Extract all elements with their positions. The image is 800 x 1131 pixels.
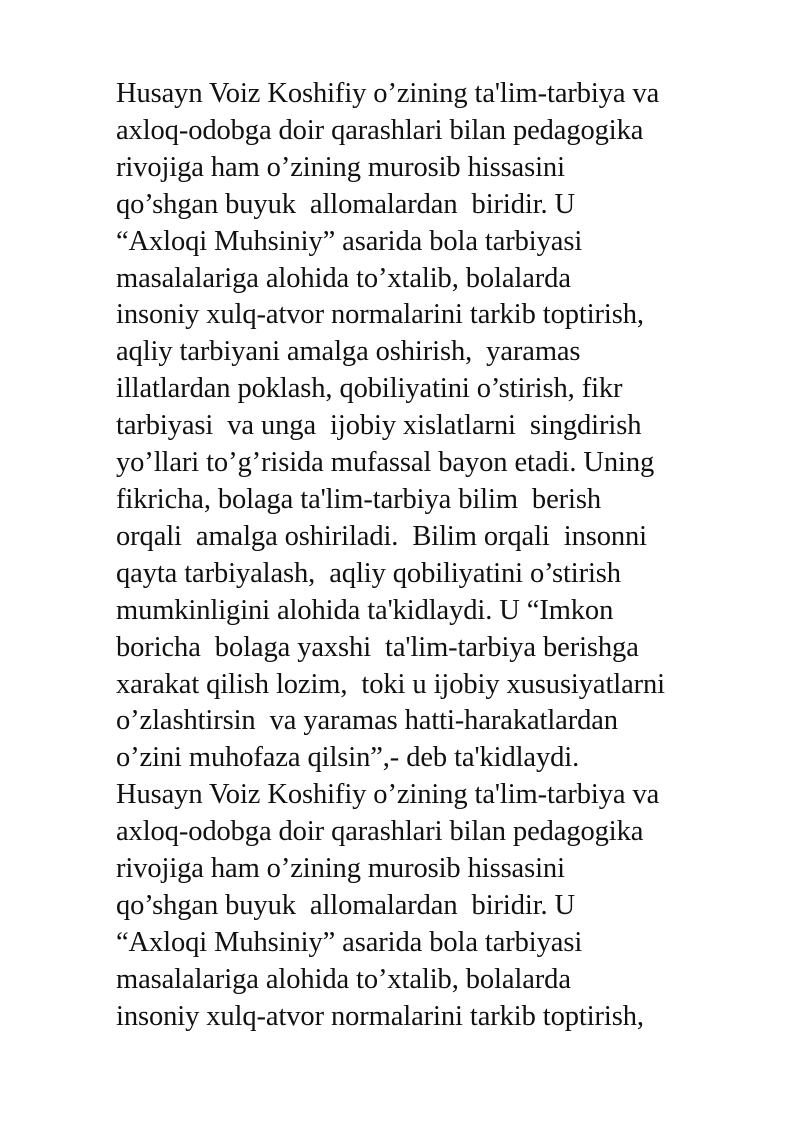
text-line: Husayn Voiz Koshifiy o’zining ta'lim-tarbiya va <box>116 78 660 109</box>
text-line: o’zlashtirsin va yaramas hatti-harakatlardan <box>116 705 618 737</box>
text-line: orqali amalga oshiriladi. Bilim orqali insonni <box>116 520 647 552</box>
text-line: rivojiga ham o’zining murosib hissasini <box>116 853 565 885</box>
text-line: boricha bolaga yaxshi ta'lim-tarbiya berishga <box>116 631 639 663</box>
text-line: “Axloqi Muhsiniy” asarida bola tarbiyasi <box>116 926 583 958</box>
text-line: qayta tarbiyalash, aqliy qobiliyatini o’stirish <box>116 557 621 589</box>
text-line: tarbiyasi va unga ijobiy xislatlarni singdirish <box>116 410 642 442</box>
text-line: o’zini muhofaza qilsin”,- deb ta'kidlaydi. <box>116 742 580 774</box>
text-line: mumkinligini alohida ta'kidlaydi. U “Imkon <box>116 594 614 626</box>
text-line: qo’shgan buyuk allomalardan biridir. U <box>116 889 576 921</box>
text-line: qo’shgan buyuk allomalardan biridir. U <box>116 188 576 220</box>
body-text <box>116 76 776 1036</box>
text-line: rivojiga ham o’zining murosib hissasini <box>116 151 565 183</box>
text-line: fikricha, bolaga ta'lim-tarbiya bilim berish <box>116 483 601 515</box>
text-line: insoniy xulq-atvor normalarini tarkib toptirish, <box>116 1000 644 1032</box>
text-line: Husayn Voiz Koshifiy o’zining ta'lim-tarbiya va <box>116 779 660 811</box>
text-line: insoniy xulq-atvor normalarini tarkib toptirish, <box>116 299 644 331</box>
text-line: illatlardan poklash, qobiliyatini o’stirish, fikr <box>116 373 623 405</box>
text-line: yo’llari to’g’risida mufassal bayon etadi. Uning <box>116 447 655 479</box>
text-line: xarakat qilish lozim, toki u ijobiy xususiyatlarni <box>116 668 665 700</box>
text-line: axloq-odobga doir qarashlari bilan pedagogika <box>116 816 644 848</box>
text-line: masalalariga alohida to’xtalib, bolalarda <box>116 262 571 294</box>
text-line: aqliy tarbiyani amalga oshirish, yaramas <box>116 336 581 368</box>
text-line: masalalariga alohida to’xtalib, bolalarda <box>116 963 571 995</box>
text-line: axloq-odobga doir qarashlari bilan pedagogika <box>116 114 644 146</box>
text-line: “Axloqi Muhsiniy” asarida bola tarbiyasi <box>116 225 583 257</box>
